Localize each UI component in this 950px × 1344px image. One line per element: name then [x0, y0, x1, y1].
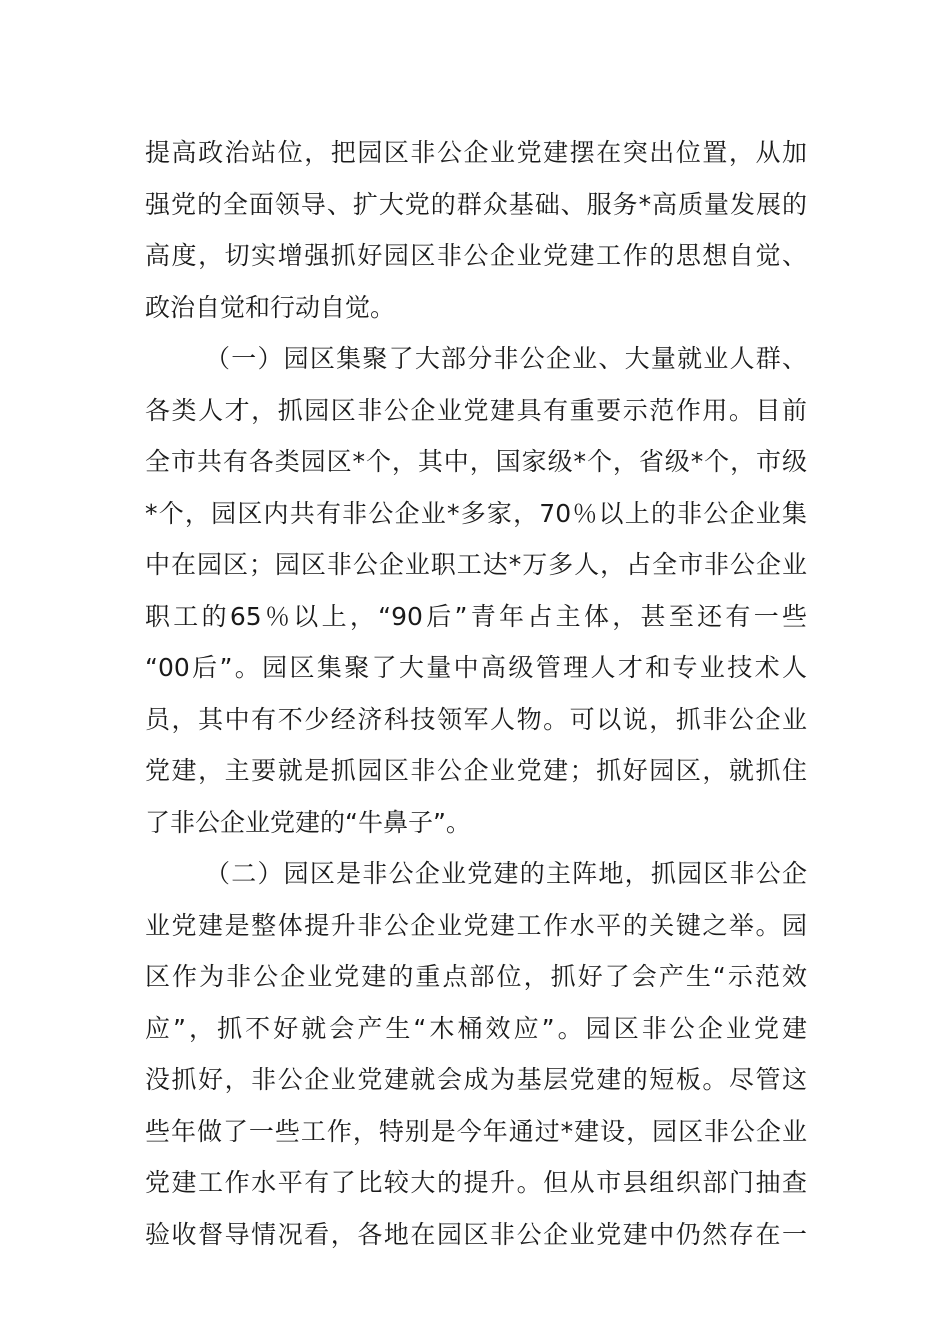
- text-line: 验收督导情况看，各地在园区非公企业党建中仍然存在一: [145, 1219, 807, 1249]
- paragraph-section-2: [145, 848, 807, 1260]
- section-heading-line: （二）园区是非公企业党建的主阵地，抓园区非公企: [205, 859, 807, 888]
- paragraph-intro-continued: [145, 127, 807, 333]
- text-line: 员，其中有不少经济科技领军人物。可以说，抓非公企业: [145, 704, 807, 734]
- text-line: 党建，主要就是抓园区非公企业党建；抓好园区，就抓住: [145, 756, 807, 785]
- text-line: *个，园区内共有非公企业*多家，70％以上的非公企业集: [145, 498, 807, 528]
- text-line: 各类人才，抓园区非公企业党建具有重要示范作用。目前: [145, 395, 807, 425]
- text-line: 业党建是整体提升非公企业党建工作水平的关键之举。园: [145, 910, 807, 940]
- text-line: 职工的65％以上，“90后”青年占主体，甚至还有一些: [145, 601, 807, 631]
- text-line: 了非公企业党建的“牛鼻子”。: [145, 807, 471, 837]
- text-line: 党建工作水平有了比较大的提升。但从市县组织部门抽查: [145, 1168, 807, 1197]
- text-line: 区作为非公企业党建的重点部位，抓好了会产生“示范效: [145, 962, 807, 991]
- text-line: 中在园区；园区非公企业职工达*万多人，占全市非公企业: [145, 550, 807, 579]
- text-line: 强党的全面领导、扩大党的群众基础、服务*高质量发展的: [145, 189, 807, 219]
- text-line: 高度，切实增强抓好园区非公企业党建工作的思想自觉、: [145, 241, 807, 270]
- text-line: 应”，抓不好就会产生“木桶效应”。园区非公企业党建: [145, 1013, 807, 1043]
- text-line: 没抓好，非公企业党建就会成为基层党建的短板。尽管这: [145, 1065, 807, 1094]
- text-line: 全市共有各类园区*个，其中，国家级*个，省级*个，市级: [145, 447, 807, 476]
- text-line: 些年做了一些工作，特别是今年通过*建设，园区非公企业: [145, 1116, 807, 1146]
- document-body: [145, 127, 807, 1260]
- paragraph-section-1: [145, 333, 807, 848]
- text-line: 提高政治站位，把园区非公企业党建摆在突出位置，从加: [145, 138, 807, 167]
- section-heading-line: （一）园区集聚了大部分非公企业、大量就业人群、: [205, 344, 807, 373]
- text-line: 政治自觉和行动自觉。: [145, 292, 396, 322]
- text-line: “00后”。园区集聚了大量中高级管理人才和专业技术人: [145, 653, 807, 682]
